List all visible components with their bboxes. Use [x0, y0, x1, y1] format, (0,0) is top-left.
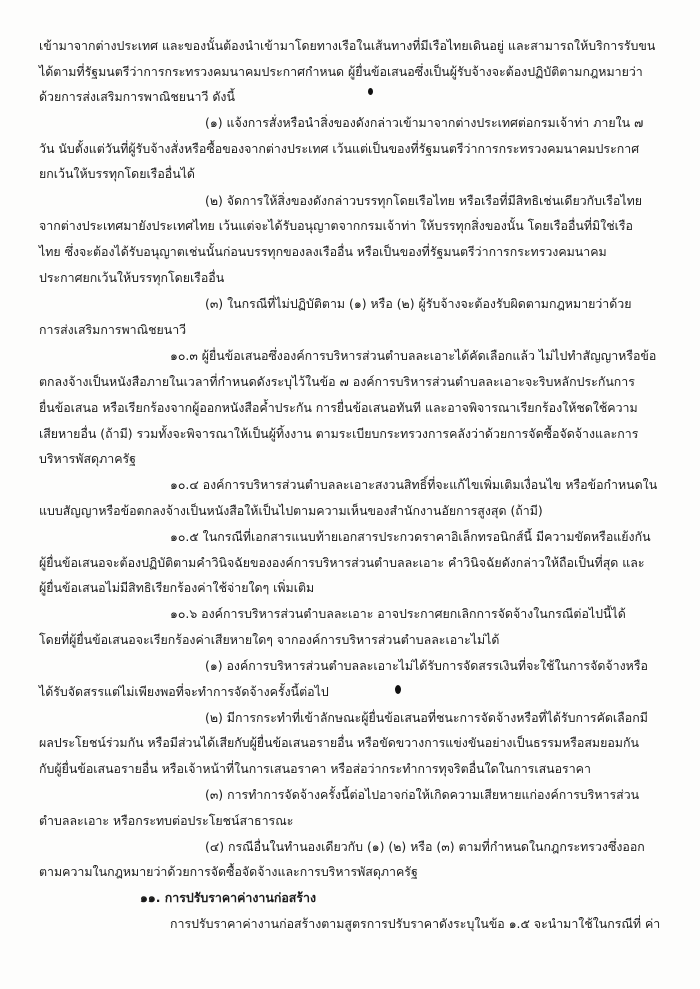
cancel-reason-3-line-1: (๓) การทำการจัดจ้างครั้งนี้ต่อไปอาจก่อให้เกิดความเสียหายแก่องค์การบริหารส่วน: [205, 787, 640, 802]
cancel-reason-1-line-1: (๑) องค์การบริหารส่วนตำบลละเอาะไม่ได้รับการจัดสรรเงินที่จะใช้ในการจัดจ้างหรือ: [205, 658, 648, 673]
list-item-3-line-2: การส่งเสริมการพาณิชยนาวี: [39, 322, 187, 337]
clause-10-3-line-2: ตกลงจ้างเป็นหนังสือภายในเวลาที่กำหนดดังระบุไว้ในข้อ ๗ องค์การบริหารส่วนตำบลละเอาะจะริบหลักประกันการ: [39, 374, 635, 389]
body-line-3: ด้วยการส่งเสริมการพาณิชยนาวี ดังนี้: [39, 89, 235, 104]
clause-10-6-line-2: โดยที่ผู้ยื่นข้อเสนอจะเรียกร้องค่าเสียหายใดๆ จากองค์การบริหารส่วนตำบลละเอาะไม่ได้: [39, 632, 500, 647]
list-item-1-line-2: วัน นับตั้งแต่วันที่ผู้รับจ้างสั่งหรือซื้อของจากต่างประเทศ เว้นแต่เป็นของที่รัฐมนตรีว่าการกระทรวงคมนาคมประกาศ: [39, 141, 640, 156]
scan-ink-speck: [395, 685, 401, 694]
clause-10-3-line-5: บริหารพัสดุภาครัฐ: [39, 451, 136, 466]
body-line-1: เข้ามาจากต่างประเทศ และของนั้นต้องนำเข้ามาโดยทางเรือในเส้นทางที่มีเรือไทยเดินอยู่ และสามารถให้บริการรับขน: [39, 38, 656, 53]
list-item-2-line-1: (๒) จัดการให้สิ่งของดังกล่าวบรรทุกโดยเรือไทย หรือเรือที่มีสิทธิเช่นเดียวกับเรือไทย: [205, 193, 643, 208]
section-11-heading: ๑๑. การปรับราคาค่างานก่อสร้าง: [140, 890, 317, 905]
list-item-1-line-1: (๑) แจ้งการสั่งหรือนำสิ่งของดังกล่าวเข้ามาจากต่างประเทศต่อกรมเจ้าท่า ภายใน ๗: [205, 115, 644, 130]
clause-10-5-line-2: ผู้ยื่นข้อเสนอจะต้องปฏิบัติตามคำวินิจฉัยขององค์การบริหารส่วนตำบลละเอาะ คำวินิจฉัยดังกล่าวให้ถือเป็นที่สุด และ: [39, 555, 645, 570]
list-item-2-line-4: ประกาศยกเว้นให้บรรทุกโดยเรืออื่น: [39, 270, 225, 285]
cancel-reason-2-line-2: ผลประโยชน์ร่วมกัน หรือมีส่วนได้เสียกับผู้ยื่นข้อเสนอรายอื่น หรือขัดขวางการแข่งขันอย่างเป็นธรรมหรือสมยอมกัน: [39, 735, 639, 750]
section-11-line-1: การปรับราคาค่างานก่อสร้างตามสูตรการปรับราคาดังระบุในข้อ ๑.๕ จะนำมาใช้ในกรณีที่ ค่า: [170, 916, 661, 931]
cancel-reason-1-line-2: ได้รับจัดสรรแต่ไม่เพียงพอที่จะทำการจัดจ้างครั้งนี้ต่อไป: [39, 684, 329, 699]
cancel-reason-2-line-3: กับผู้ยื่นข้อเสนอรายอื่น หรือเจ้าหน้าที่ในการเสนอราคา หรือส่อว่ากระทำการทุจริตอื่นใดในการเสนอราคา: [39, 761, 591, 776]
cancel-reason-2-line-1: (๒) มีการกระทำที่เข้าลักษณะผู้ยื่นข้อเสนอที่ชนะการจัดจ้างหรือที่ได้รับการคัดเลือกมี: [205, 710, 648, 725]
body-line-2: ได้ตามที่รัฐมนตรีว่าการกระทรวงคมนาคมประกาศกำหนด ผู้ยื่นข้อเสนอซึ่งเป็นผู้รับจ้างจะต้องปฏิบัติตามกฎหมายว่า: [39, 64, 643, 79]
clause-10-6-line-1: ๑๐.๖ องค์การบริหารส่วนตำบลละเอาะ อาจประกาศยกเลิกการจัดจ้างในกรณีต่อไปนี้ได้: [170, 606, 626, 621]
clause-10-4-line-2: แบบสัญญาหรือข้อตกลงจ้างเป็นหนังสือให้เป็นไปตามความเห็นของสำนักงานอัยการสูงสุด (ถ้ามี): [39, 503, 543, 518]
clause-10-3-line-1: ๑๐.๓ ผู้ยื่นข้อเสนอซึ่งองค์การบริหารส่วนตำบลละเอาะได้คัดเลือกแล้ว ไม่ไปทำสัญญาหรือข้อ: [170, 348, 657, 363]
clause-10-5-line-1: ๑๐.๕ ในกรณีที่เอกสารแนบท้ายเอกสารประกวดราคาอิเล็กทรอนิกส์นี้ มีความขัดหรือแย้งกัน: [170, 529, 651, 544]
cancel-reason-4-line-1: (๔) กรณีอื่นในทำนองเดียวกับ (๑) (๒) หรือ (๓) ตามที่กำหนดในกฎกระทรวงซึ่งออก: [205, 839, 645, 854]
list-item-2-line-3: ไทย ซึ่งจะต้องได้รับอนุญาตเช่นนั้นก่อนบรรทุกของลงเรืออื่น หรือเป็นของที่รัฐมนตรีว่าการกระทรวงคมนาคม: [39, 244, 607, 259]
list-item-2-line-2: จากต่างประเทศมายังประเทศไทย เว้นแต่จะได้รับอนุญาตจากกรมเจ้าท่า ให้บรรทุกสิ่งของนั้น โดยเรืออื่นที่มิใช่เรือ: [39, 218, 633, 233]
cancel-reason-3-line-2: ตำบลละเอาะ หรือกระทบต่อประโยชน์สาธารณะ: [39, 813, 294, 828]
clause-10-3-line-3: ยื่นข้อเสนอ หรือเรียกร้องจากผู้ออกหนังสือค้ำประกัน การยื่นข้อเสนอทันที และอาจพิจารณาเรียกร้องให้ชดใช้ความ: [39, 400, 638, 415]
cancel-reason-4-line-2: ตามความในกฎหมายว่าด้วยการจัดซื้อจัดจ้างและการบริหารพัสดุภาครัฐ: [39, 864, 418, 879]
list-item-1-line-3: ยกเว้นให้บรรทุกโดยเรืออื่นได้: [39, 166, 195, 181]
clause-10-4-line-1: ๑๐.๔ องค์การบริหารส่วนตำบลละเอาะสงวนสิทธิ์ที่จะแก้ไขเพิ่มเติมเงื่อนไข หรือข้อกำหนดใน: [170, 477, 658, 492]
scan-ink-speck: [368, 88, 373, 95]
list-item-3-line-1: (๓) ในกรณีที่ไม่ปฏิบัติตาม (๑) หรือ (๒) ผู้รับจ้างจะต้องรับผิดตามกฎหมายว่าด้วย: [205, 296, 632, 311]
clause-10-5-line-3: ผู้ยื่นข้อเสนอไม่มีสิทธิเรียกร้องค่าใช้จ่ายใดๆ เพิ่มเติม: [39, 580, 315, 595]
clause-10-3-line-4: เสียหายอื่น (ถ้ามี) รวมทั้งจะพิจารณาให้เป็นผู้ทิ้งงาน ตามระเบียบกระทรวงการคลังว่าด้วยการจัดซื้อจัดจ้างและการ: [39, 426, 639, 441]
